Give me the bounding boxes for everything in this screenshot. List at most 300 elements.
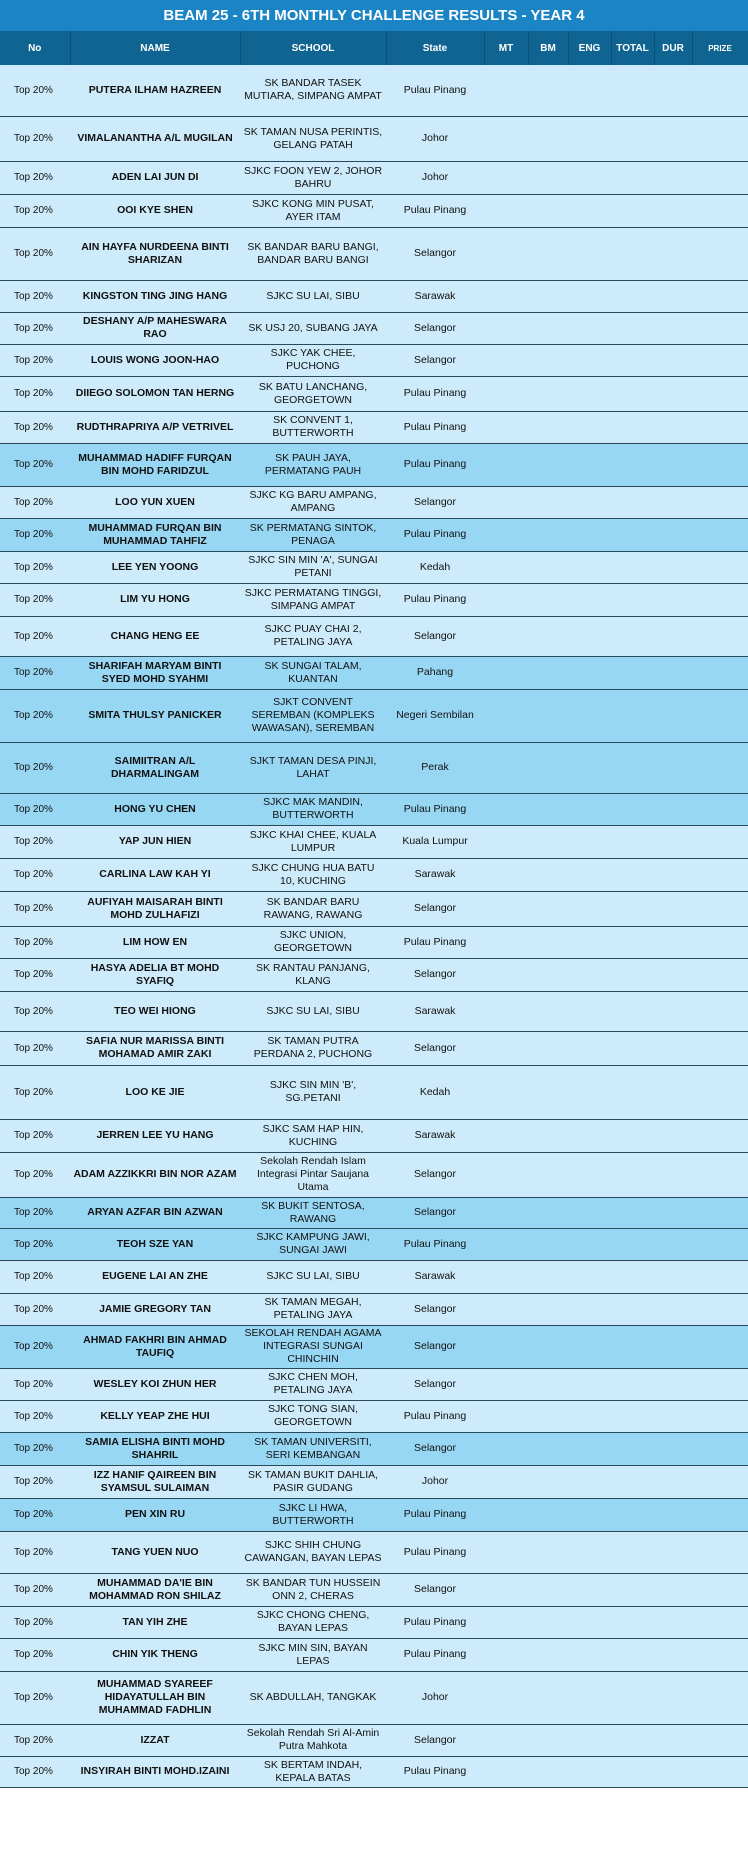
score-cell-prize [692,742,748,793]
student-name: LOO KE JIE [70,1065,240,1119]
score-cell-bm [528,1400,568,1432]
score-cell-prize [692,1498,748,1531]
score-cell-bm [528,161,568,194]
header-row [0,31,748,65]
score-cell-bm [528,411,568,443]
score-cell-eng [568,65,611,116]
score-cell-total [611,656,654,689]
score-cell-bm [528,1756,568,1787]
score-cell-total [611,891,654,926]
score-cell-prize [692,1325,748,1368]
table-row [0,891,748,926]
score-cell-eng [568,1531,611,1573]
school-name: SK CONVENT 1, BUTTERWORTH [240,411,386,443]
score-cell-mt [484,825,528,858]
score-cell-eng [568,1638,611,1671]
state-name: Selangor [386,1197,484,1228]
score-cell-eng [568,1573,611,1606]
table-row [0,376,748,411]
school-name: SJKC SAM HAP HIN, KUCHING [240,1119,386,1152]
score-cell-prize [692,616,748,656]
table-row [0,1465,748,1498]
score-cell-eng [568,518,611,551]
state-name: Pulau Pinang [386,65,484,116]
school-name: SJKC YAK CHEE, PUCHONG [240,344,386,376]
score-cell-eng [568,958,611,991]
score-cell-bm [528,1531,568,1573]
table-row [0,1065,748,1119]
score-cell-total [611,65,654,116]
score-cell-total [611,1465,654,1498]
score-cell-mt [484,194,528,227]
school-name: SK BUKIT SENTOSA, RAWANG [240,1197,386,1228]
row-number: Top 20% [0,65,70,116]
row-number: Top 20% [0,376,70,411]
score-cell-prize [692,1531,748,1573]
school-name: SJKC SU LAI, SIBU [240,991,386,1031]
student-name: DESHANY A/P MAHESWARA RAO [70,312,240,344]
score-cell-prize [692,1638,748,1671]
score-cell-mt [484,1368,528,1400]
student-name: TAN YIH ZHE [70,1606,240,1638]
score-cell-mt [484,376,528,411]
state-name: Selangor [386,1368,484,1400]
table-row [0,1638,748,1671]
row-number: Top 20% [0,312,70,344]
score-cell-eng [568,486,611,518]
score-cell-bm [528,1293,568,1325]
score-cell-bm [528,194,568,227]
score-cell-dur [654,65,692,116]
row-number: Top 20% [0,1260,70,1293]
table-row [0,1724,748,1756]
score-cell-total [611,1638,654,1671]
score-cell-total [611,689,654,742]
score-cell-eng [568,194,611,227]
state-name: Selangor [386,891,484,926]
student-name: TEO WEI HIONG [70,991,240,1031]
score-cell-mt [484,280,528,312]
score-cell-total [611,793,654,825]
table-row [0,656,748,689]
row-number: Top 20% [0,689,70,742]
score-cell-eng [568,1400,611,1432]
score-cell-dur [654,344,692,376]
score-cell-eng [568,616,611,656]
school-name: SJKC KAMPUNG JAWI, SUNGAI JAWI [240,1228,386,1260]
score-cell-eng [568,1606,611,1638]
score-cell-dur [654,891,692,926]
score-cell-prize [692,656,748,689]
score-cell-dur [654,280,692,312]
score-cell-bm [528,1606,568,1638]
state-name: Pulau Pinang [386,1756,484,1787]
score-cell-eng [568,825,611,858]
row-number: Top 20% [0,1325,70,1368]
table-row [0,518,748,551]
row-number: Top 20% [0,551,70,583]
score-cell-total [611,1400,654,1432]
state-name: Pulau Pinang [386,443,484,486]
score-cell-dur [654,1432,692,1465]
score-cell-mt [484,616,528,656]
state-name: Selangor [386,1573,484,1606]
score-cell-eng [568,1031,611,1065]
state-name: Selangor [386,1724,484,1756]
score-cell-eng [568,742,611,793]
score-cell-prize [692,65,748,116]
table-row [0,689,748,742]
score-cell-dur [654,227,692,280]
score-cell-prize [692,1432,748,1465]
score-cell-eng [568,1197,611,1228]
score-cell-total [611,1368,654,1400]
table-row [0,958,748,991]
score-cell-mt [484,1638,528,1671]
student-name: INSYIRAH BINTI MOHD.IZAINI [70,1756,240,1787]
row-number: Top 20% [0,486,70,518]
row-number: Top 20% [0,1671,70,1724]
score-cell-total [611,858,654,891]
score-cell-eng [568,443,611,486]
score-cell-mt [484,1573,528,1606]
score-cell-bm [528,1498,568,1531]
state-name: Perak [386,742,484,793]
score-cell-dur [654,1531,692,1573]
table-row [0,793,748,825]
table-row [0,227,748,280]
score-cell-bm [528,742,568,793]
score-cell-mt [484,1119,528,1152]
score-cell-bm [528,1573,568,1606]
state-name: Pahang [386,656,484,689]
table-row [0,486,748,518]
score-cell-eng [568,1228,611,1260]
student-name: CARLINA LAW KAH YI [70,858,240,891]
score-cell-mt [484,1197,528,1228]
score-cell-dur [654,1400,692,1432]
school-name: SK BERTAM INDAH, KEPALA BATAS [240,1756,386,1787]
school-name: SJKT TAMAN DESA PINJI, LAHAT [240,742,386,793]
table-row [0,443,748,486]
row-number: Top 20% [0,583,70,616]
score-cell-total [611,116,654,161]
score-cell-prize [692,926,748,958]
row-number: Top 20% [0,280,70,312]
school-name: SK SUNGAI TALAM, KUANTAN [240,656,386,689]
score-cell-prize [692,1119,748,1152]
table-row [0,1031,748,1065]
student-name: DIIEGO SOLOMON TAN HERNG [70,376,240,411]
state-name: Sarawak [386,1119,484,1152]
school-name: SK TAMAN UNIVERSITI, SERI KEMBANGAN [240,1432,386,1465]
score-cell-mt [484,1671,528,1724]
student-name: IZZ HANIF QAIREEN BIN SYAMSUL SULAIMAN [70,1465,240,1498]
school-name: SK BANDAR TASEK MUTIARA, SIMPANG AMPAT [240,65,386,116]
score-cell-mt [484,1400,528,1432]
row-number: Top 20% [0,616,70,656]
school-name: SK BATU LANCHANG, GEORGETOWN [240,376,386,411]
table-row [0,280,748,312]
score-cell-total [611,1152,654,1197]
score-cell-bm [528,1368,568,1400]
score-cell-bm [528,227,568,280]
score-cell-mt [484,486,528,518]
row-number: Top 20% [0,825,70,858]
row-number: Top 20% [0,1293,70,1325]
score-cell-prize [692,1197,748,1228]
student-name: LOUIS WONG JOON-HAO [70,344,240,376]
score-cell-prize [692,518,748,551]
score-cell-prize [692,689,748,742]
score-cell-eng [568,1293,611,1325]
student-name: VIMALANANTHA A/L MUGILAN [70,116,240,161]
score-cell-dur [654,194,692,227]
school-name: SK TAMAN MEGAH, PETALING JAYA [240,1293,386,1325]
score-cell-bm [528,1228,568,1260]
score-cell-bm [528,858,568,891]
col-header-name: NAME [70,31,240,65]
table-row [0,1260,748,1293]
results-table [0,31,748,1788]
student-name: EUGENE LAI AN ZHE [70,1260,240,1293]
state-name: Pulau Pinang [386,518,484,551]
score-cell-eng [568,280,611,312]
score-cell-mt [484,312,528,344]
state-name: Johor [386,116,484,161]
school-name: SJKC KG BARU AMPANG, AMPANG [240,486,386,518]
school-name: SJKC SIN MIN 'B', SG.PETANI [240,1065,386,1119]
score-cell-bm [528,616,568,656]
score-cell-total [611,616,654,656]
state-name: Kedah [386,1065,484,1119]
score-cell-dur [654,1465,692,1498]
score-cell-total [611,312,654,344]
student-name: JAMIE GREGORY TAN [70,1293,240,1325]
score-cell-prize [692,161,748,194]
row-number: Top 20% [0,793,70,825]
row-number: Top 20% [0,344,70,376]
student-name: AHMAD FAKHRI BIN AHMAD TAUFIQ [70,1325,240,1368]
score-cell-total [611,1228,654,1260]
state-name: Selangor [386,1152,484,1197]
score-cell-mt [484,1724,528,1756]
score-cell-dur [654,486,692,518]
score-cell-prize [692,891,748,926]
score-cell-mt [484,656,528,689]
score-cell-mt [484,1228,528,1260]
state-name: Pulau Pinang [386,194,484,227]
school-name: SJKC CHUNG HUA BATU 10, KUCHING [240,858,386,891]
score-cell-eng [568,227,611,280]
score-cell-bm [528,1260,568,1293]
score-cell-dur [654,1671,692,1724]
school-name: SK USJ 20, SUBANG JAYA [240,312,386,344]
table-row [0,1197,748,1228]
score-cell-eng [568,1325,611,1368]
score-cell-eng [568,312,611,344]
score-cell-prize [692,583,748,616]
state-name: Pulau Pinang [386,583,484,616]
score-cell-dur [654,161,692,194]
table-row [0,551,748,583]
row-number: Top 20% [0,194,70,227]
score-cell-bm [528,443,568,486]
score-cell-total [611,825,654,858]
student-name: SHARIFAH MARYAM BINTI SYED MOHD SYAHMI [70,656,240,689]
table-row [0,1400,748,1432]
score-cell-dur [654,926,692,958]
student-name: LIM YU HONG [70,583,240,616]
state-name: Kedah [386,551,484,583]
state-name: Selangor [386,1325,484,1368]
score-cell-prize [692,1606,748,1638]
row-number: Top 20% [0,411,70,443]
score-cell-total [611,1432,654,1465]
score-cell-total [611,991,654,1031]
state-name: Pulau Pinang [386,1638,484,1671]
score-cell-total [611,161,654,194]
school-name: SJKC PUAY CHAI 2, PETALING JAYA [240,616,386,656]
score-cell-mt [484,858,528,891]
table-row [0,1531,748,1573]
score-cell-mt [484,1152,528,1197]
school-name: SK BANDAR BARU BANGI, BANDAR BARU BANGI [240,227,386,280]
school-name: SJKT CONVENT SEREMBAN (KOMPLEKS WAWASAN), SEREMBAN [240,689,386,742]
score-cell-prize [692,1031,748,1065]
score-cell-total [611,376,654,411]
score-cell-prize [692,344,748,376]
row-number: Top 20% [0,991,70,1031]
student-name: HONG YU CHEN [70,793,240,825]
row-number: Top 20% [0,1400,70,1432]
score-cell-dur [654,1724,692,1756]
row-number: Top 20% [0,958,70,991]
score-cell-mt [484,1606,528,1638]
state-name: Selangor [386,486,484,518]
state-name: Selangor [386,616,484,656]
school-name: SJKC CHONG CHENG, BAYAN LEPAS [240,1606,386,1638]
col-header-prize: PRIZE [692,31,748,65]
score-cell-total [611,742,654,793]
score-cell-bm [528,344,568,376]
page-title: BEAM 25 - 6TH MONTHLY CHALLENGE RESULTS - YEAR 4 [0,0,748,31]
score-cell-mt [484,689,528,742]
score-cell-eng [568,344,611,376]
state-name: Sarawak [386,858,484,891]
score-cell-eng [568,689,611,742]
row-number: Top 20% [0,227,70,280]
row-number: Top 20% [0,1065,70,1119]
score-cell-total [611,1325,654,1368]
row-number: Top 20% [0,1498,70,1531]
score-cell-mt [484,1432,528,1465]
row-number: Top 20% [0,1756,70,1787]
school-name: SJKC CHEN MOH, PETALING JAYA [240,1368,386,1400]
score-cell-mt [484,344,528,376]
student-name: TANG YUEN NUO [70,1531,240,1573]
score-cell-prize [692,958,748,991]
state-name: Pulau Pinang [386,1400,484,1432]
score-cell-total [611,1573,654,1606]
score-cell-bm [528,991,568,1031]
school-name: SK BANDAR BARU RAWANG, RAWANG [240,891,386,926]
score-cell-bm [528,551,568,583]
state-name: Selangor [386,1031,484,1065]
score-cell-dur [654,1228,692,1260]
student-name: ADAM AZZIKKRI BIN NOR AZAM [70,1152,240,1197]
score-cell-dur [654,1260,692,1293]
score-cell-bm [528,280,568,312]
student-name: TEOH SZE YAN [70,1228,240,1260]
score-cell-bm [528,1065,568,1119]
student-name: MUHAMMAD DA'IE BIN MOHAMMAD RON SHILAZ [70,1573,240,1606]
score-cell-prize [692,486,748,518]
school-name: SK BANDAR TUN HUSSEIN ONN 2, CHERAS [240,1573,386,1606]
table-row [0,825,748,858]
row-number: Top 20% [0,1197,70,1228]
row-number: Top 20% [0,656,70,689]
student-name: OOI KYE SHEN [70,194,240,227]
score-cell-prize [692,443,748,486]
score-cell-prize [692,1368,748,1400]
row-number: Top 20% [0,1432,70,1465]
score-cell-bm [528,1325,568,1368]
school-name: SJKC SHIH CHUNG CAWANGAN, BAYAN LEPAS [240,1531,386,1573]
score-cell-dur [654,551,692,583]
score-cell-eng [568,926,611,958]
score-cell-mt [484,443,528,486]
school-name: Sekolah Rendah Islam Integrasi Pintar Saujana Utama [240,1152,386,1197]
school-name: SK PERMATANG SINTOK, PENAGA [240,518,386,551]
row-number: Top 20% [0,443,70,486]
score-cell-dur [654,116,692,161]
score-cell-dur [654,411,692,443]
row-number: Top 20% [0,1465,70,1498]
col-header-mt: MT [484,31,528,65]
score-cell-dur [654,991,692,1031]
school-name: SK TAMAN BUKIT DAHLIA, PASIR GUDANG [240,1465,386,1498]
row-number: Top 20% [0,518,70,551]
score-cell-bm [528,825,568,858]
score-cell-eng [568,891,611,926]
score-cell-bm [528,583,568,616]
state-name: Johor [386,1671,484,1724]
score-cell-dur [654,1498,692,1531]
score-cell-bm [528,1671,568,1724]
score-cell-bm [528,1152,568,1197]
score-cell-total [611,518,654,551]
table-row [0,411,748,443]
score-cell-eng [568,1498,611,1531]
score-cell-total [611,1031,654,1065]
score-cell-bm [528,65,568,116]
student-name: KINGSTON TING JING HANG [70,280,240,312]
score-cell-mt [484,1031,528,1065]
state-name: Pulau Pinang [386,1228,484,1260]
score-cell-prize [692,1465,748,1498]
score-cell-mt [484,116,528,161]
row-number: Top 20% [0,926,70,958]
score-cell-prize [692,194,748,227]
col-header-dur: DUR [654,31,692,65]
score-cell-prize [692,1228,748,1260]
school-name: SK PAUH JAYA, PERMATANG PAUH [240,443,386,486]
score-cell-mt [484,1325,528,1368]
table-row [0,926,748,958]
score-cell-eng [568,991,611,1031]
score-cell-prize [692,793,748,825]
